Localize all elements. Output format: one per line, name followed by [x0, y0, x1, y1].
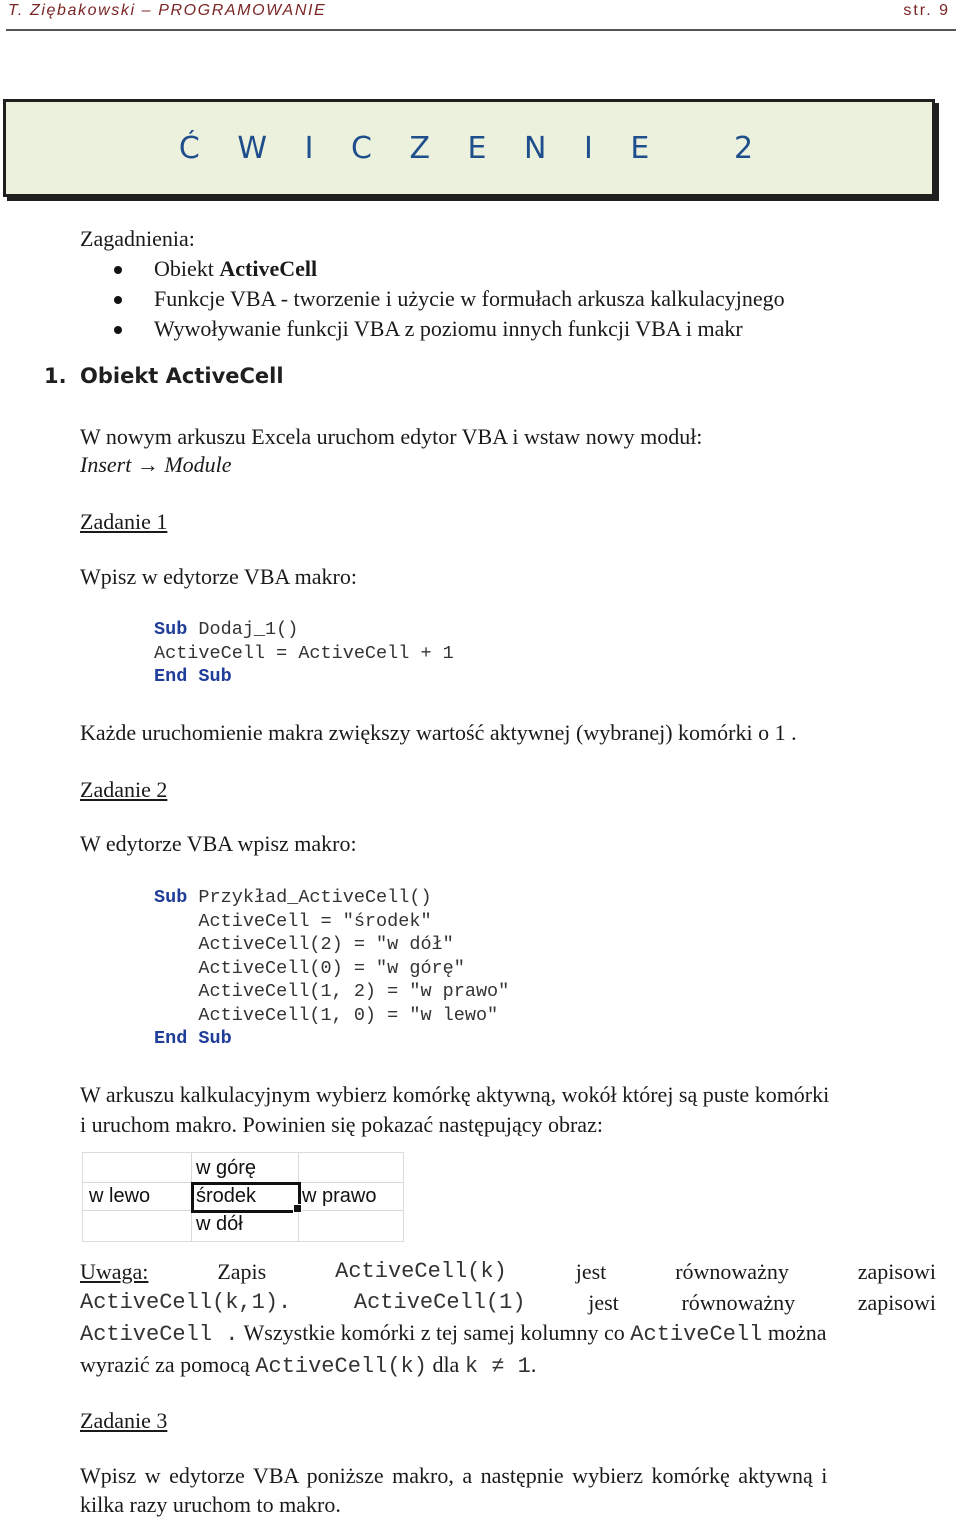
bullet-icon — [114, 266, 122, 274]
section-heading — [44, 364, 284, 388]
task-heading: Zadanie 2 — [80, 777, 168, 802]
bullet-icon — [114, 296, 122, 304]
fill-handle-icon — [293, 1204, 302, 1213]
header-divider — [6, 29, 956, 31]
topics-heading: Zagadnienia: — [80, 226, 195, 251]
code-line: Sub Dodaj_1() — [154, 619, 299, 640]
exercise-title-box — [3, 99, 935, 197]
cell-center: środek — [196, 1185, 257, 1207]
remark-line: Uwaga: Zapis ActiveCell(k) jest równoważny zapisowi — [80, 1257, 936, 1287]
exercise-title: Ć W I C Z E N I E 2 — [178, 130, 768, 166]
menu-insert: Insert — [80, 452, 132, 477]
task-description: kilka razy uruchom to makro. — [80, 1492, 341, 1517]
topic-prefix: Obiekt — [154, 256, 220, 281]
task-heading: Zadanie 1 — [80, 509, 168, 534]
code-line: ActiveCell(0) = "w górę" — [154, 957, 465, 979]
task-description: Wpisz w edytorze VBA poniższe makro, a następnie wybierz komórkę aktywną i — [80, 1463, 828, 1488]
task-heading: Zadanie 3 — [80, 1408, 168, 1433]
bullet-icon — [114, 326, 122, 334]
remark-label: Uwaga: — [80, 1259, 149, 1284]
spreadsheet-excerpt — [82, 1152, 404, 1242]
header-author: T. Ziębakowski – PROGRAMOWANIE — [8, 2, 327, 19]
code-line: ActiveCell = "środek" — [154, 910, 432, 932]
remark-line: ActiveCell . Wszystkie komórki z tej samej kolumny co ActiveCell można — [80, 1320, 827, 1347]
arrow-icon: → — [136, 452, 159, 477]
section-title: Obiekt ActiveCell — [80, 364, 284, 388]
task-note: Każde uruchomienie makra zwiększy wartość aktywnej (wybranej) komórki o 1 . — [80, 720, 797, 745]
code-line: ActiveCell(1, 2) = "w prawo" — [154, 981, 510, 1002]
topic-text: Wywoływanie funkcji VBA z poziomu innych funkcji VBA i makr — [154, 316, 743, 341]
menu-module: Module — [164, 452, 232, 477]
task-description: i uruchom makro. Powinien się pokazać następujący obraz: — [80, 1112, 603, 1137]
code-line: Sub Przykład_ActiveCell() — [154, 887, 432, 908]
task-instruction: Wpisz w edytorze VBA makro: — [80, 564, 357, 589]
topic-text: Funkcje VBA - tworzenie i użycie w formułach arkusza kalkulacyjnego — [154, 286, 785, 311]
section-intro: W nowym arkuszu Excela uruchom edytor VBA i wstaw nowy moduł: — [80, 424, 703, 449]
topic-strong: ActiveCell — [219, 256, 318, 281]
page-header — [0, 0, 960, 24]
code-line: ActiveCell(1, 0) = "w lewo" — [154, 1004, 499, 1026]
code-block — [154, 618, 454, 689]
task-description: W arkuszu kalkulacyjnym wybierz komórkę aktywną, wokół której są puste komórki — [80, 1082, 830, 1107]
code-line: End Sub — [154, 666, 232, 687]
cell-up: w górę — [196, 1157, 257, 1179]
code-line: End Sub — [154, 1028, 232, 1049]
remark-line: ActiveCell(k,1). ActiveCell(1) jest równoważny zapisowi — [80, 1290, 936, 1315]
task-instruction: W edytorze VBA wpisz makro: — [80, 831, 357, 856]
header-page-number: str. 9 — [903, 2, 950, 19]
menu-path — [80, 450, 232, 480]
section-number: 1. — [44, 364, 67, 388]
cell-down: w dół — [196, 1213, 243, 1235]
code-line: ActiveCell = ActiveCell + 1 — [154, 642, 454, 664]
code-block — [154, 886, 509, 1051]
code-line: ActiveCell(2) = "w dół" — [154, 934, 454, 955]
cell-left: w lewo — [89, 1185, 151, 1207]
remark-line: wyrazić za pomocą ActiveCell(k) dla k ≠ 1. — [80, 1352, 537, 1379]
cell-right: w prawo — [302, 1185, 377, 1207]
